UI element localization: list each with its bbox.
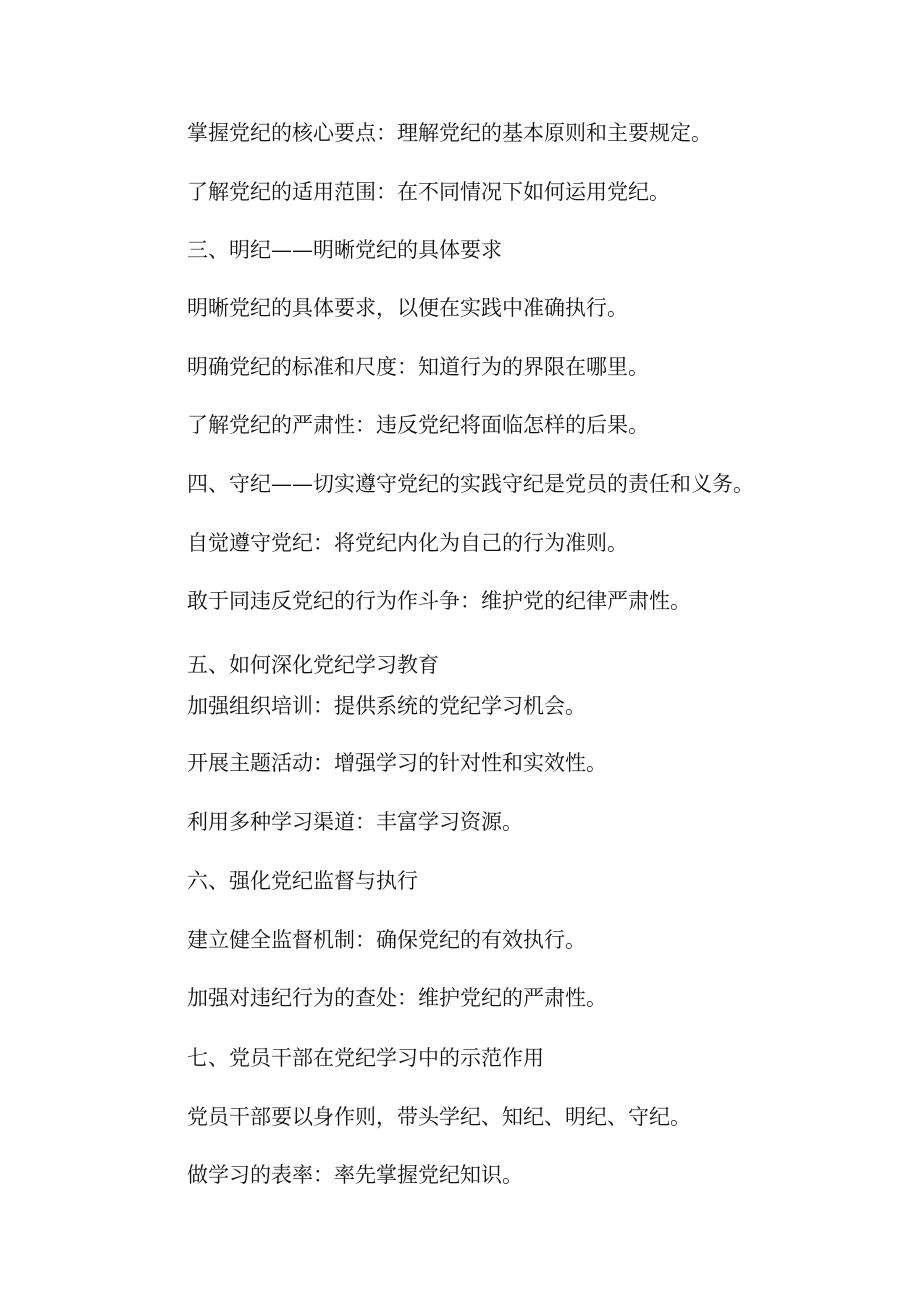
paragraph-self-discipline: 自觉遵守党纪：将党纪内化为自己的行为准则。 bbox=[187, 531, 628, 555]
paragraph-role-model: 做学习的表率：率先掌握党纪知识。 bbox=[187, 1163, 523, 1187]
paragraph-investigation: 加强对违纪行为的查处：维护党纪的严肃性。 bbox=[187, 986, 607, 1010]
paragraph-standards: 明确党纪的标准和尺度：知道行为的界限在哪里。 bbox=[187, 355, 649, 379]
section-heading-3: 三、明纪——明晰党纪的具体要求 bbox=[187, 238, 502, 262]
paragraph-specific-requirements: 明晰党纪的具体要求，以便在实践中准确执行。 bbox=[187, 296, 628, 320]
section-heading-6: 六、强化党纪监督与执行 bbox=[187, 869, 418, 893]
paragraph-themed-activities: 开展主题活动：增强学习的针对性和实效性。 bbox=[187, 751, 607, 775]
section-heading-4: 四、守纪——切实遵守党纪的实践守纪是党员的责任和义务。 bbox=[187, 472, 754, 496]
paragraph-scope: 了解党纪的适用范围：在不同情况下如何运用党纪。 bbox=[187, 180, 670, 204]
paragraph-learning-channels: 利用多种学习渠道：丰富学习资源。 bbox=[187, 810, 523, 834]
section-heading-7: 七、党员干部在党纪学习中的示范作用 bbox=[187, 1046, 544, 1070]
paragraph-supervision: 建立健全监督机制：确保党纪的有效执行。 bbox=[187, 928, 586, 952]
paragraph-core-points: 掌握党纪的核心要点：理解党纪的基本原则和主要规定。 bbox=[187, 121, 712, 145]
paragraph-lead-by-example: 党员干部要以身作则，带头学纪、知纪、明纪、守纪。 bbox=[187, 1105, 691, 1129]
paragraph-fight-violations: 敢于同违反党纪的行为作斗争：维护党的纪律严肃性。 bbox=[187, 589, 691, 613]
section-heading-5: 五、如何深化党纪学习教育 bbox=[187, 653, 439, 677]
paragraph-seriousness: 了解党纪的严肃性：违反党纪将面临怎样的后果。 bbox=[187, 413, 649, 437]
paragraph-training: 加强组织培训：提供系统的党纪学习机会。 bbox=[187, 694, 586, 718]
